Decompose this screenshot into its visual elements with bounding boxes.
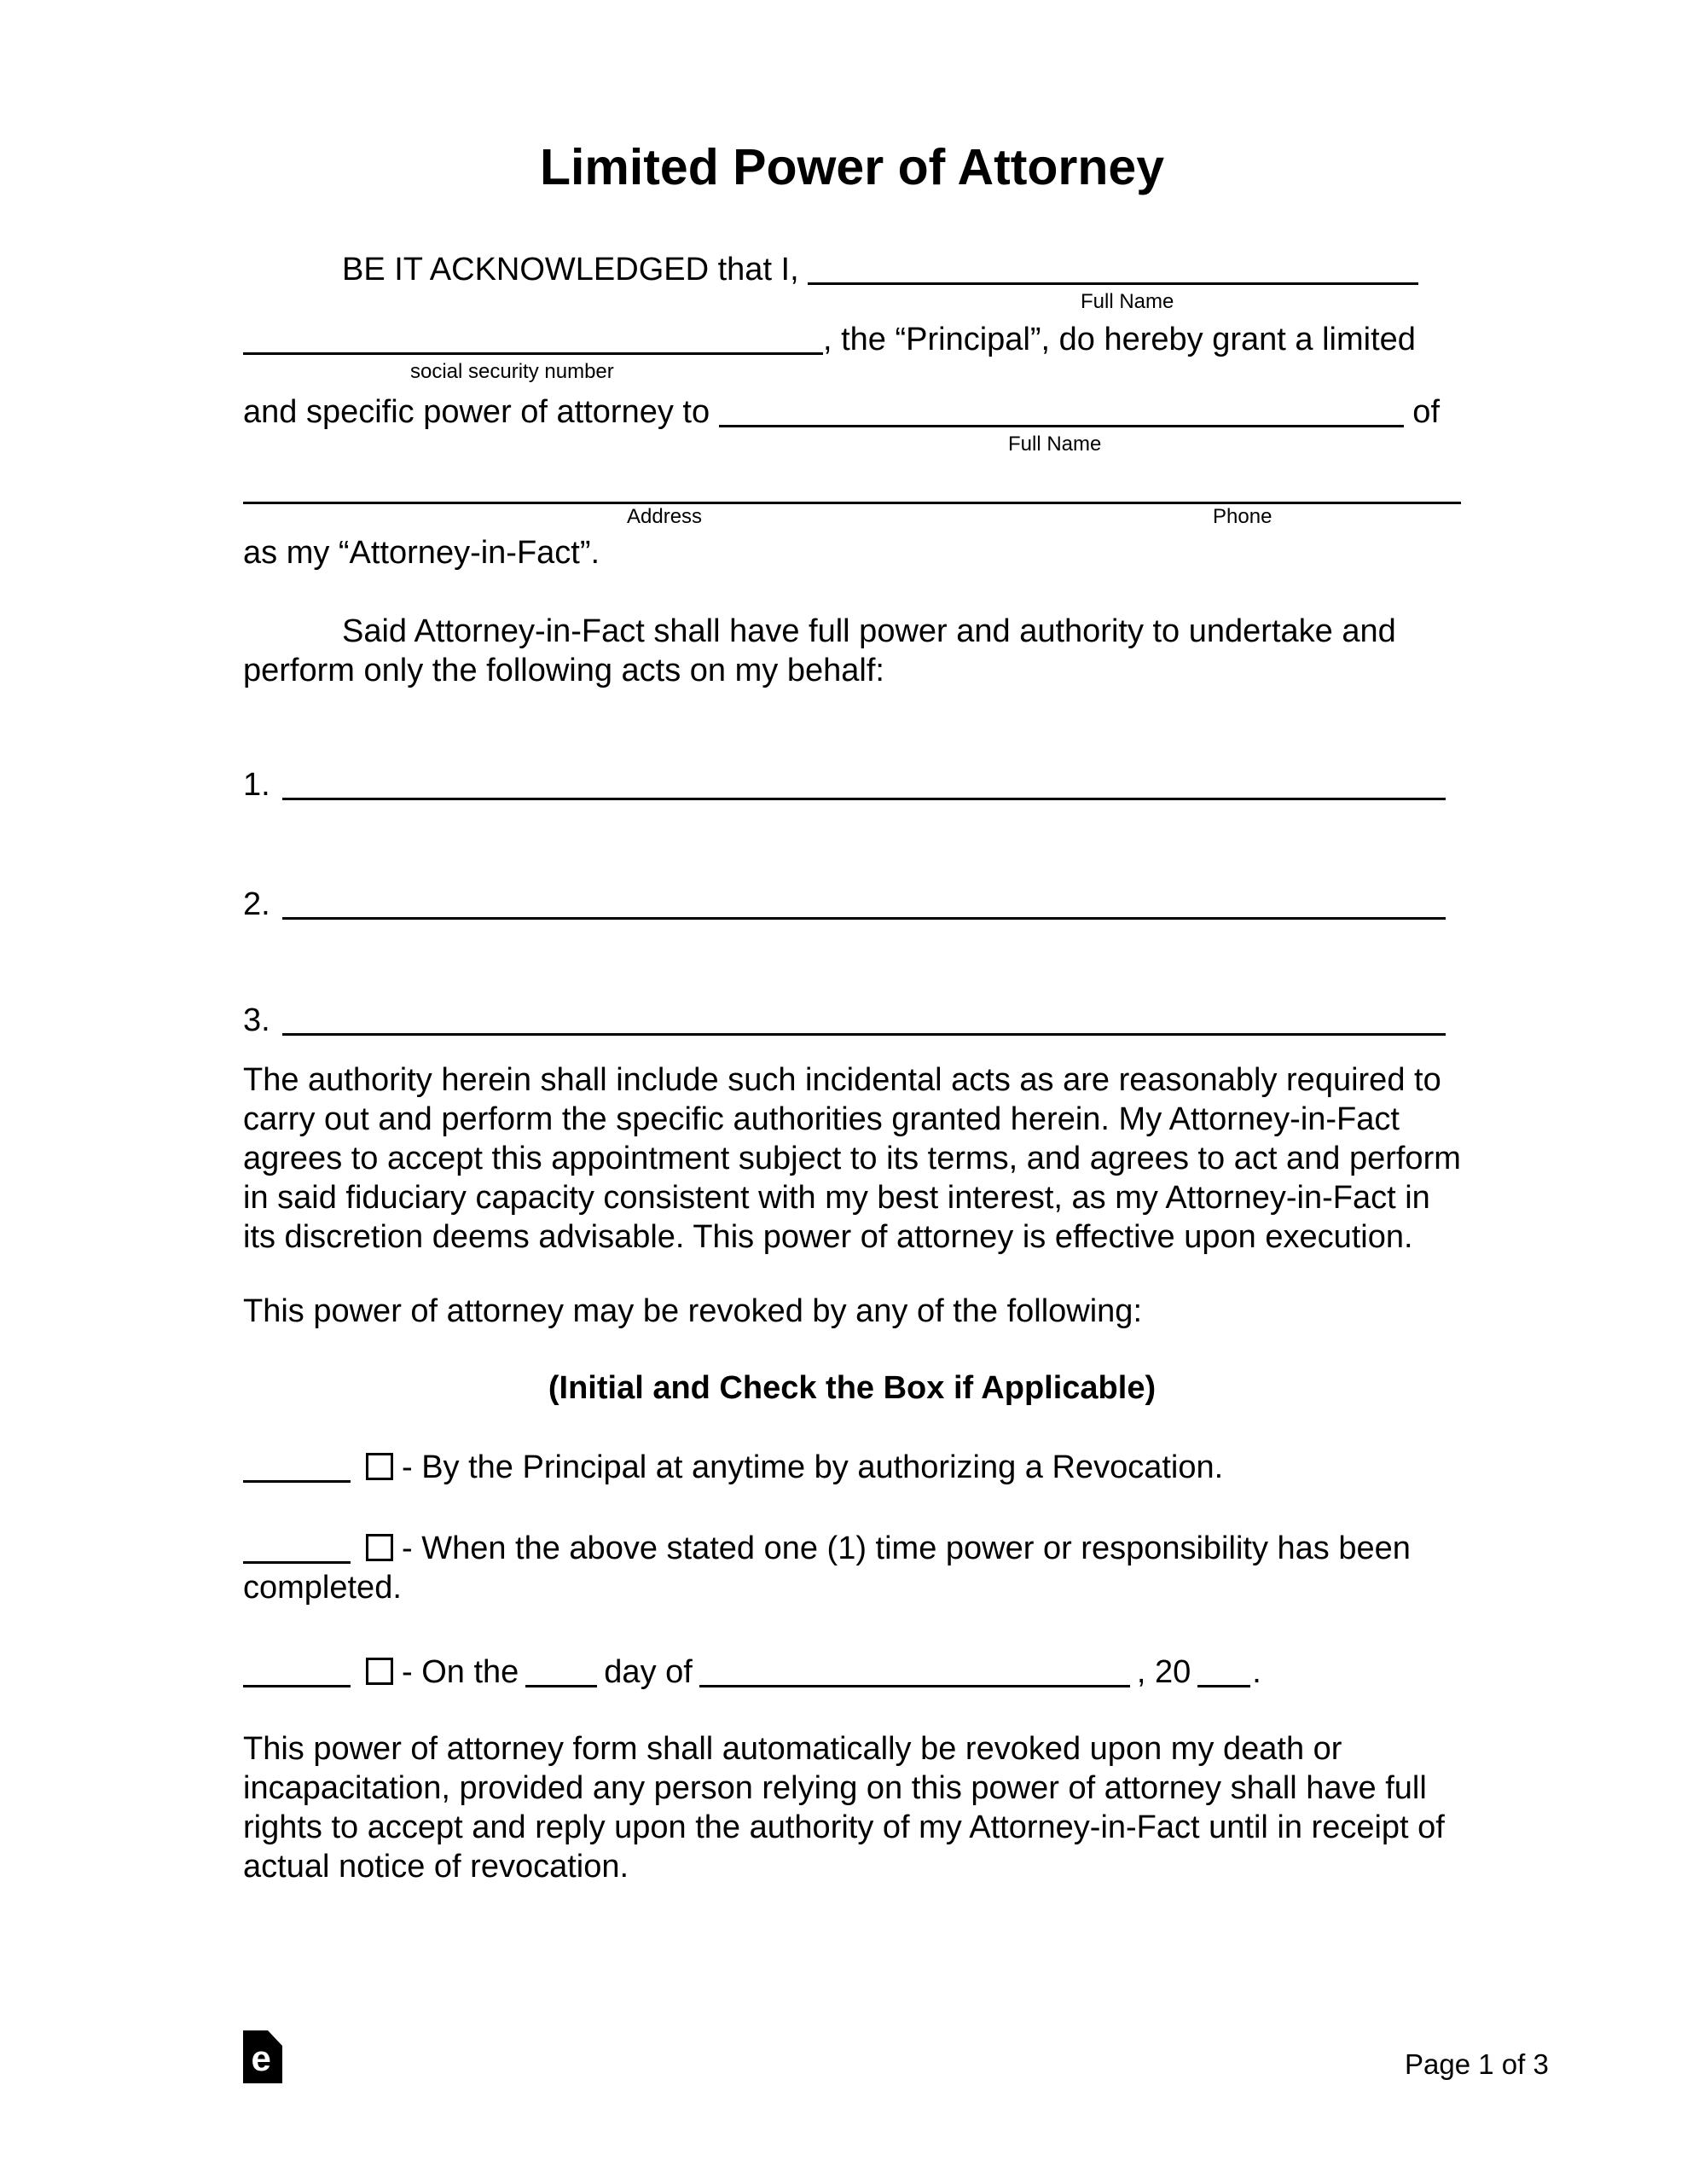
revocation-option-2-text: - When the above stated one (1) time power or responsibility has been completed. — [243, 1531, 1411, 1606]
act-blank-1[interactable] — [282, 798, 1446, 800]
said-paragraph: Said Attorney-in-Fact shall have full power and authority to undertake and perform only the following acts on my behalf: — [243, 613, 1396, 688]
act-number-3: 3. — [243, 1002, 270, 1038]
ack-line-1-text: BE IT ACKNOWLEDGED that I, — [342, 252, 809, 288]
day-blank[interactable] — [525, 1684, 597, 1687]
act-item-3 — [243, 1001, 1461, 1040]
revocation-option-3-pre: - On the — [402, 1654, 519, 1690]
ssn-label: social security number — [410, 360, 614, 383]
year-blank[interactable] — [1197, 1684, 1250, 1687]
month-blank[interactable] — [699, 1684, 1130, 1687]
address-phone-blank[interactable] — [243, 457, 1461, 504]
page-title: Limited Power of Attorney — [539, 139, 1165, 195]
principal-full-name-blank[interactable] — [808, 282, 1418, 285]
revocation-option-3-end: . — [1252, 1654, 1261, 1690]
page-number: Page 1 of 3 — [1405, 2048, 1549, 2080]
checkbox-2[interactable] — [366, 1534, 393, 1561]
full-name-label-row-1 — [243, 289, 1461, 315]
revocation-option-1 — [243, 1448, 1461, 1487]
initial-check-heading: (Initial and Check the Box if Applicable) — [548, 1370, 1157, 1406]
act-number-1: 1. — [243, 767, 270, 803]
eforms-logo — [243, 2030, 282, 2083]
authority-paragraph: The authority herein shall include such incidental acts as are reasonably required to carry out and perform the specific authorities granted herein. My Attorney-in-Fact agrees to accept this appointment subject to its terms, and agrees to act and perform in said fiduciary capacity consistent with my best interest, as my Attorney-in-Fact in its discretion deems advisable. This power of attorney is effective upon execution. — [243, 1062, 1461, 1255]
ack-line-3-pre: and specific power of attorney to — [243, 394, 719, 430]
revocation-option-3 — [243, 1653, 1461, 1692]
ack-line-2 — [243, 320, 1461, 359]
attorney-full-name-blank[interactable] — [719, 425, 1404, 427]
act-blank-2[interactable] — [282, 917, 1446, 920]
ack-closing: as my “Attorney-in-Fact”. — [243, 535, 600, 571]
ssn-blank[interactable] — [243, 352, 823, 355]
death-clause-paragraph: This power of attorney form shall automatically be revoked upon my death or incapacitation, provided any person relying on this power of attorney shall have full rights to accept and reply upon the authority of my Attorney-in-Fact until in receipt of actual notice of revocation. — [243, 1731, 1445, 1885]
initials-blank-2[interactable] — [243, 1560, 351, 1564]
eforms-logo-letter: e — [251, 2038, 271, 2079]
address-label: Address — [627, 505, 703, 528]
ack-line-1 — [243, 250, 1461, 289]
revocation-intro: This power of attorney may be revoked by any of the following: — [243, 1293, 1142, 1329]
initials-blank-3[interactable] — [243, 1684, 351, 1687]
checkbox-3[interactable] — [366, 1658, 393, 1685]
revocation-option-3-mid: day of — [604, 1654, 693, 1690]
initials-blank-1[interactable] — [243, 1479, 351, 1483]
revocation-option-3-year-prefix: , 20 — [1136, 1654, 1191, 1690]
revocation-option-2 — [243, 1529, 1461, 1607]
ack-line-3-post: of — [1403, 394, 1440, 430]
act-number-2: 2. — [243, 886, 270, 922]
document-content — [243, 0, 1461, 1886]
ack-line-3 — [243, 392, 1461, 432]
full-name-label-2: Full Name — [1008, 433, 1102, 456]
act-item-2 — [243, 885, 1461, 924]
full-name-label-1: Full Name — [1081, 290, 1174, 313]
full-name-label-row-2 — [243, 432, 1461, 457]
act-blank-3[interactable] — [282, 1033, 1446, 1036]
checkbox-1[interactable] — [366, 1453, 393, 1480]
act-item-1 — [243, 765, 1461, 804]
ack-line-2-text: , the “Principal”, do hereby grant a limited — [823, 322, 1416, 357]
ssn-label-row — [243, 359, 1461, 385]
address-phone-label-row — [243, 504, 1461, 530]
phone-label: Phone — [1213, 505, 1272, 528]
revocation-option-1-text: - By the Principal at anytime by authorizing a Revocation. — [402, 1449, 1224, 1485]
